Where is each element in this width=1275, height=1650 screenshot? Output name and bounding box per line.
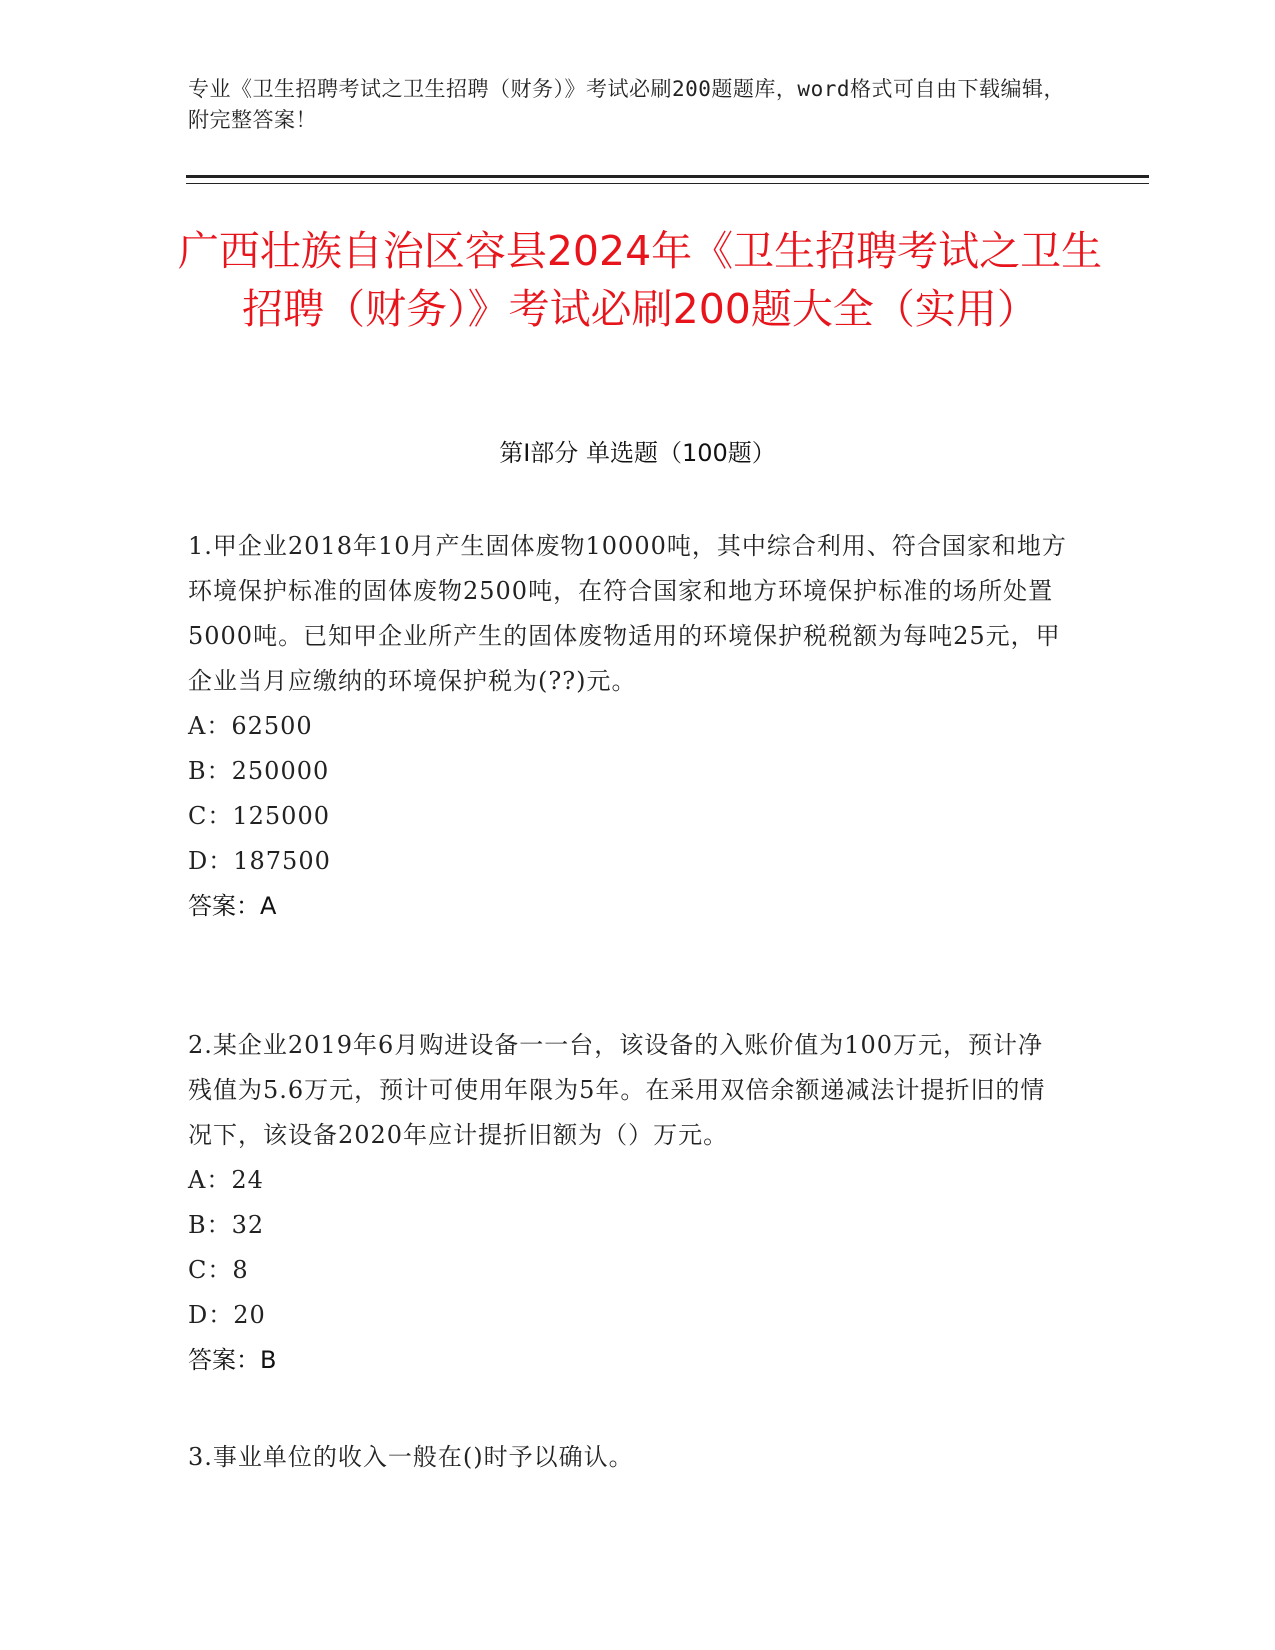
option-a: A：62500: [188, 712, 313, 740]
option-b: B：250000: [188, 757, 330, 785]
option-b: B：32: [188, 1211, 265, 1239]
option-d: D：187500: [188, 847, 331, 875]
header-note: 专业《卫生招聘考试之卫生招聘（财务）》考试必刷200题题库，word格式可自由下载编辑，附完整答案！: [188, 77, 1065, 132]
option-d: D：20: [188, 1301, 266, 1329]
option-a: A：24: [188, 1166, 264, 1194]
question-2: [188, 1023, 1068, 1383]
section-heading: 第I部分 单选题（100题）: [499, 439, 776, 467]
question-3: [188, 1435, 1068, 1480]
header-rule-thick: [186, 175, 1149, 178]
document-title: 广西壮族自治区容县2024年《卫生招聘考试之卫生招聘（财务）》考试必刷200题大全（实用）: [177, 227, 1103, 333]
option-c: C：125000: [188, 802, 330, 830]
answer: 答案：B: [188, 1346, 277, 1374]
question-stem: 3.事业单位的收入一般在()时予以确认。: [188, 1443, 634, 1471]
answer: 答案：A: [188, 892, 277, 920]
question-1: [188, 524, 1068, 929]
option-c: C：8: [188, 1256, 249, 1284]
question-stem: 1.甲企业2018年10月产生固体废物10000吨，其中综合利用、符合国家和地方环境保护标准的固体废物2500吨，在符合国家和地方环境保护标准的场所处置5000吨。已知甲企业所产生的固体废物适用的环境保护税税额为每吨25元，甲企业当月应缴纳的环境保护税为(??)元。: [188, 532, 1067, 695]
header-rule-thin: [186, 183, 1149, 184]
question-stem: 2.某企业2019年6月购进设备一一台，该设备的入账价值为100万元，预计净残值为5.6万元，预计可使用年限为5年。在采用双倍余额递减法计提折旧的情况下，该设备2020年应计提折旧额为（）万元。: [188, 1031, 1046, 1149]
